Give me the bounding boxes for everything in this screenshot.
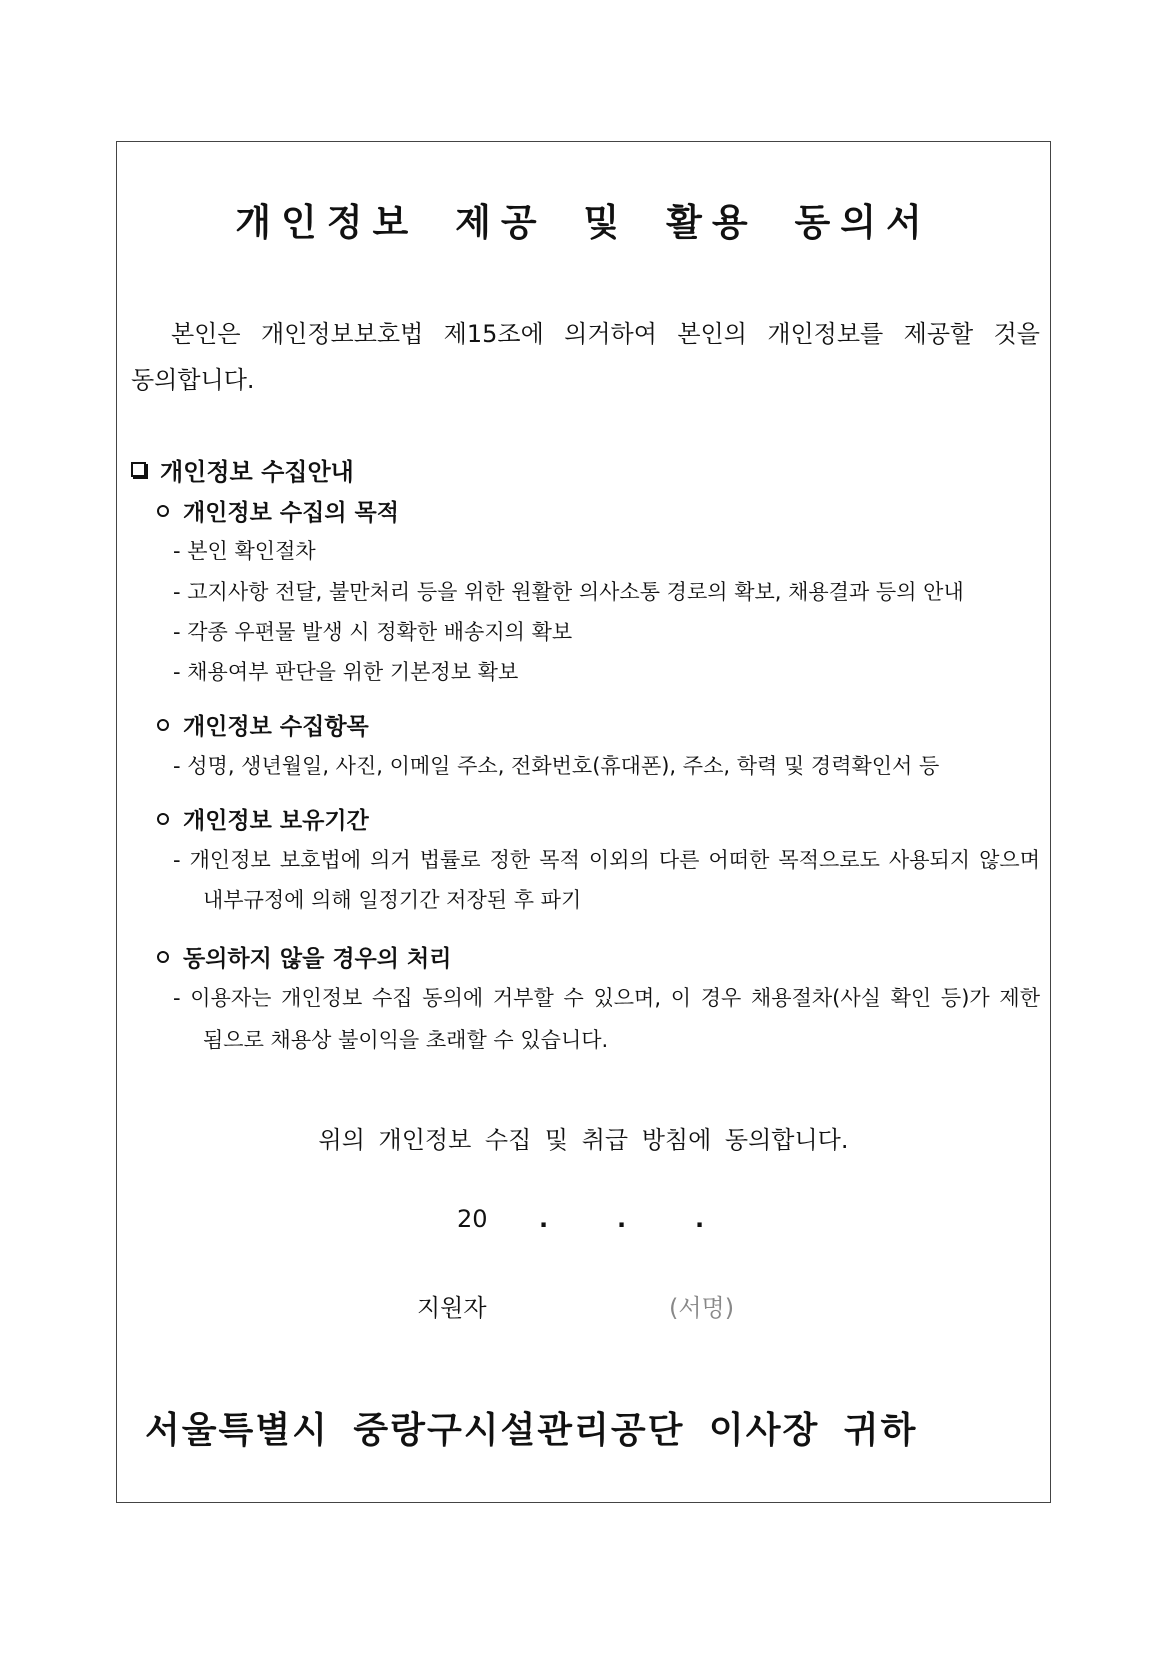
subsection-heading-items <box>157 708 369 741</box>
circle-bullet-icon <box>157 951 169 963</box>
intro-text-line-1: 본인은 개인정보보호법 제15조에 의거하여 본인의 개인정보를 제공할 것을 <box>171 320 1040 348</box>
date-field[interactable] <box>457 1205 773 1233</box>
circle-bullet-icon <box>157 505 169 517</box>
signature-row <box>417 1288 734 1323</box>
subsection-heading-retention <box>157 802 369 835</box>
section-heading <box>131 452 354 487</box>
checkbox-icon <box>131 462 146 477</box>
list-item: - 고지사항 전달, 불만처리 등을 위한 원활한 의사소통 경로의 확보, 채용결과 등의 안내 <box>173 580 964 604</box>
date-year-prefix: 20 <box>457 1205 488 1233</box>
document-title: 개인정보 제공 및 활용 동의서 <box>235 201 932 244</box>
list-item: - 이용자는 개인정보 수집 동의에 거부할 수 있으며, 이 경우 채용절차(사실 확인 등)가 제한 <box>173 986 1040 1010</box>
list-item: - 본인 확인절차 <box>173 539 316 563</box>
subsection-heading-text: 개인정보 수집의 목적 <box>183 500 399 526</box>
date-separator: . <box>695 1205 705 1233</box>
circle-bullet-icon <box>157 813 169 825</box>
addressee: 서울특별시 중랑구시설관리공단 이사장 귀하 <box>145 1410 918 1451</box>
list-item: - 각종 우편물 발생 시 정확한 배송지의 확보 <box>173 620 573 644</box>
list-item: - 개인정보 보호법에 의거 법률로 정한 목적 이외의 다른 어떠한 목적으로도 사용되지 않으며 <box>173 848 1040 872</box>
list-item-continuation: 내부규정에 의해 일정기간 저장된 후 파기 <box>203 888 582 912</box>
date-separator: . <box>617 1205 627 1233</box>
agreement-statement: 위의 개인정보 수집 및 취급 방침에 동의합니다. <box>318 1126 849 1154</box>
consent-form <box>116 141 1051 1503</box>
intro-text-line-2: 동의합니다. <box>131 366 255 394</box>
circle-bullet-icon <box>157 719 169 731</box>
list-item: - 채용여부 판단을 위한 기본정보 확보 <box>173 660 519 684</box>
subsection-heading-text: 개인정보 수집항목 <box>183 714 369 740</box>
subsection-heading-purpose <box>157 494 399 527</box>
list-item: - 성명, 생년월일, 사진, 이메일 주소, 전화번호(휴대폰), 주소, 학력 및 경력확인서 등 <box>173 754 940 778</box>
applicant-label: 지원자 <box>417 1294 487 1322</box>
date-separator: . <box>539 1205 549 1233</box>
subsection-heading-text: 동의하지 않을 경우의 처리 <box>183 946 452 972</box>
signature-field[interactable]: (서명) <box>669 1294 735 1322</box>
list-item-continuation: 됨으로 채용상 불이익을 초래할 수 있습니다. <box>203 1028 609 1052</box>
subsection-heading-refusal <box>157 940 451 973</box>
subsection-heading-text: 개인정보 보유기간 <box>183 808 369 834</box>
section-heading-text: 개인정보 수집안내 <box>160 458 354 486</box>
